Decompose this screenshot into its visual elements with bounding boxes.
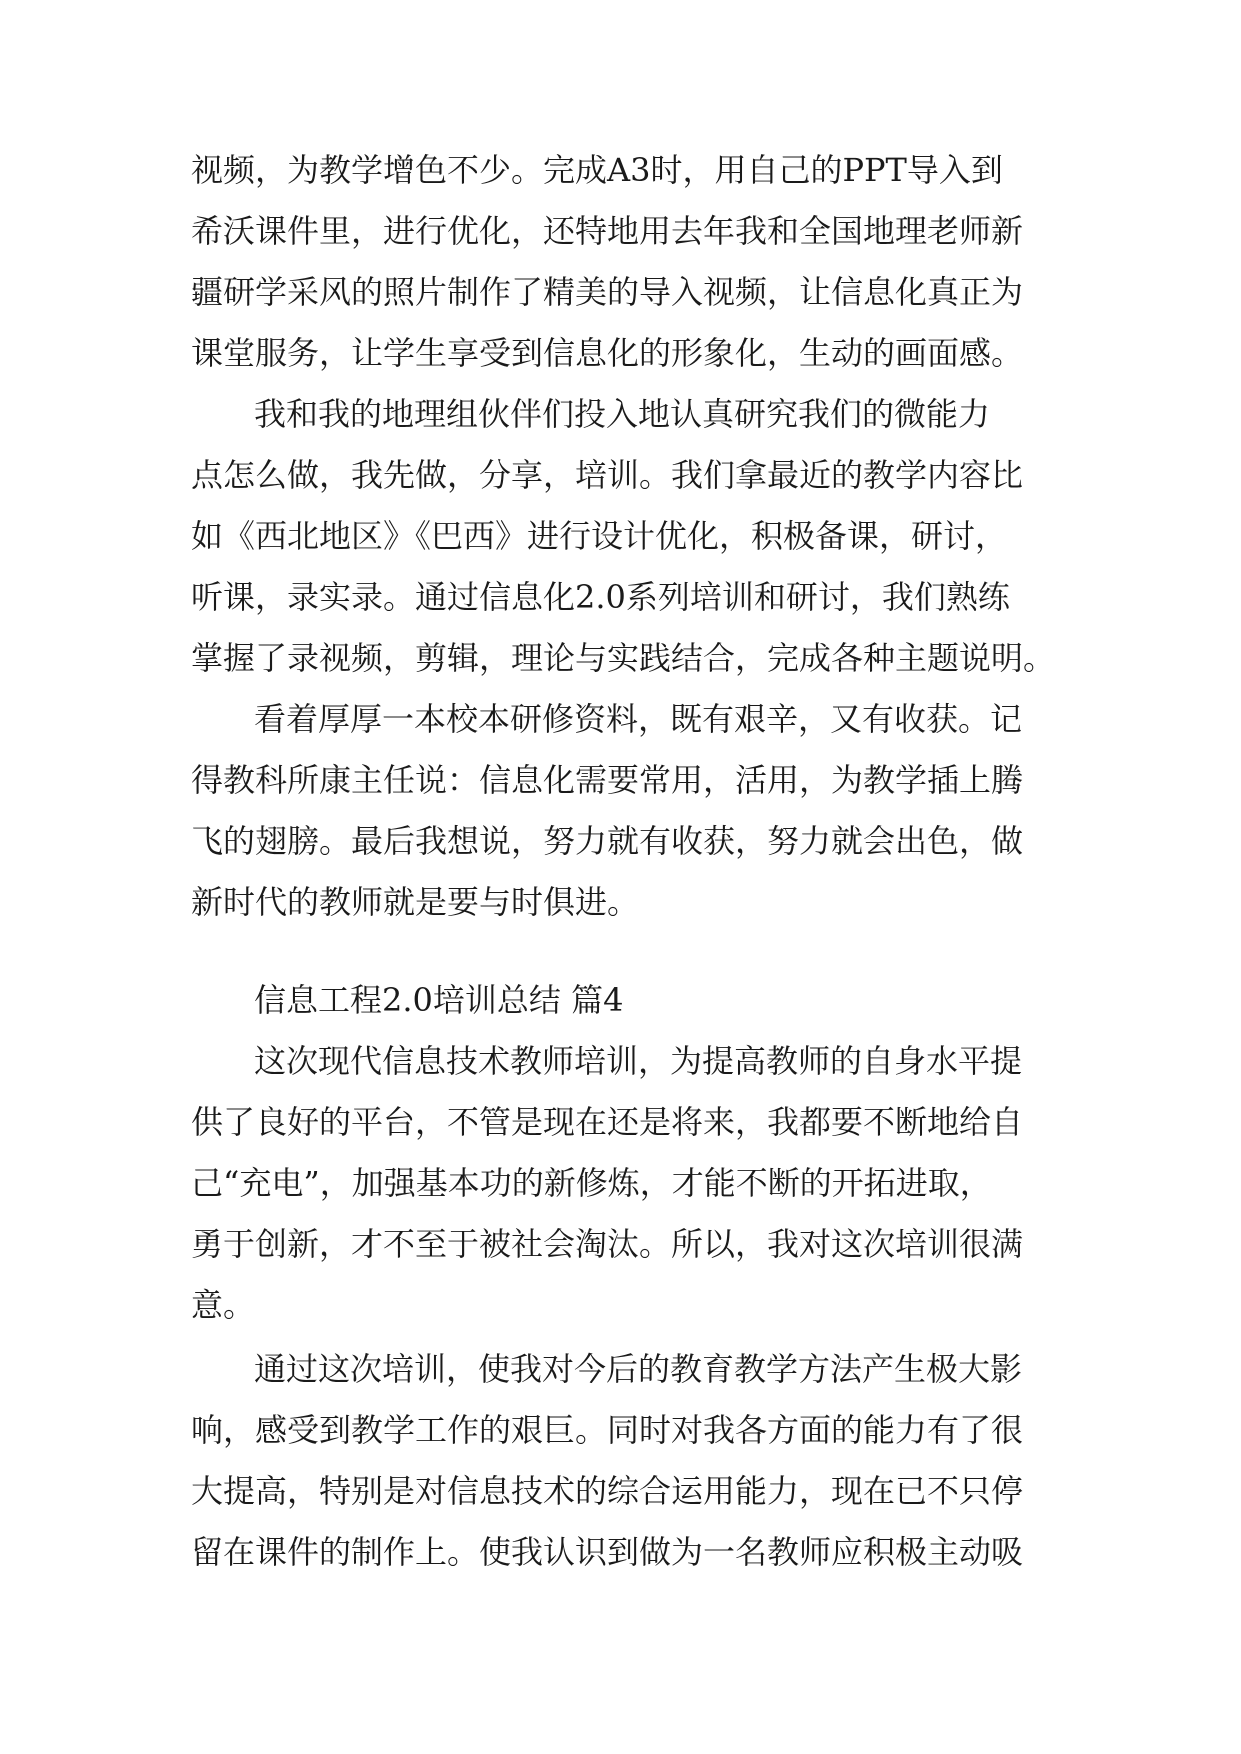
text-line: 掌握了录视频，剪辑，理论与实践结合，完成各种主题说明。 xyxy=(191,639,1056,677)
paragraph-start-line: 通过这次培训，使我对今后的教育教学方法产生极大影 xyxy=(254,1350,1023,1388)
paragraph-start-line: 看着厚厚一本校本研修资料，既有艰辛，又有收获。记 xyxy=(254,700,1023,738)
text-line: 供了良好的平台，不管是现在还是将来，我都要不断地给自 xyxy=(191,1103,1024,1141)
text-line: 听课，录实录。通过信息化2.0系列培训和研讨，我们熟练 xyxy=(191,578,1010,616)
paragraph-start-line: 我和我的地理组伙伴们投入地认真研究我们的微能力 xyxy=(254,395,991,433)
paragraph-start-line: 这次现代信息技术教师培训，为提高教师的自身水平提 xyxy=(254,1042,1023,1080)
text-line: 得教科所康主任说：信息化需要常用，活用，为教学插上腾 xyxy=(191,761,1024,799)
text-line: 大提高，特别是对信息技术的综合运用能力，现在已不只停 xyxy=(191,1472,1024,1510)
text-line: 勇于创新，才不至于被社会淘汰。所以，我对这次培训很满 xyxy=(191,1225,1024,1263)
text-line: 响，感受到教学工作的艰巨。同时对我各方面的能力有了很 xyxy=(191,1411,1024,1449)
text-line: 留在课件的制作上。使我认识到做为一名教师应积极主动吸 xyxy=(191,1533,1024,1571)
text-line: 点怎么做，我先做，分享，培训。我们拿最近的教学内容比 xyxy=(191,456,1024,494)
text-line: 新时代的教师就是要与时俱进。 xyxy=(191,883,640,921)
text-line: 飞的翅膀。最后我想说，努力就有收获，努力就会出色，做 xyxy=(191,822,1024,860)
text-line: 视频，为教学增色不少。完成A3时，用自己的PPT导入到 xyxy=(191,151,1003,189)
text-line: 己“充电”，加强基本功的新修炼，才能不断的开拓进取， xyxy=(191,1164,992,1202)
section-heading: 信息工程2.0培训总结 篇4 xyxy=(254,981,624,1019)
text-line: 课堂服务，让学生享受到信息化的形象化，生动的画面感。 xyxy=(191,334,1024,372)
text-line: 希沃课件里，进行优化，还特地用去年我和全国地理老师新 xyxy=(191,212,1024,250)
text-line: 如《西北地区》《巴西》进行设计优化，积极备课，研讨， xyxy=(191,517,1008,555)
text-line: 意。 xyxy=(191,1286,256,1324)
text-line: 疆研学采风的照片制作了精美的导入视频，让信息化真正为 xyxy=(191,273,1024,311)
